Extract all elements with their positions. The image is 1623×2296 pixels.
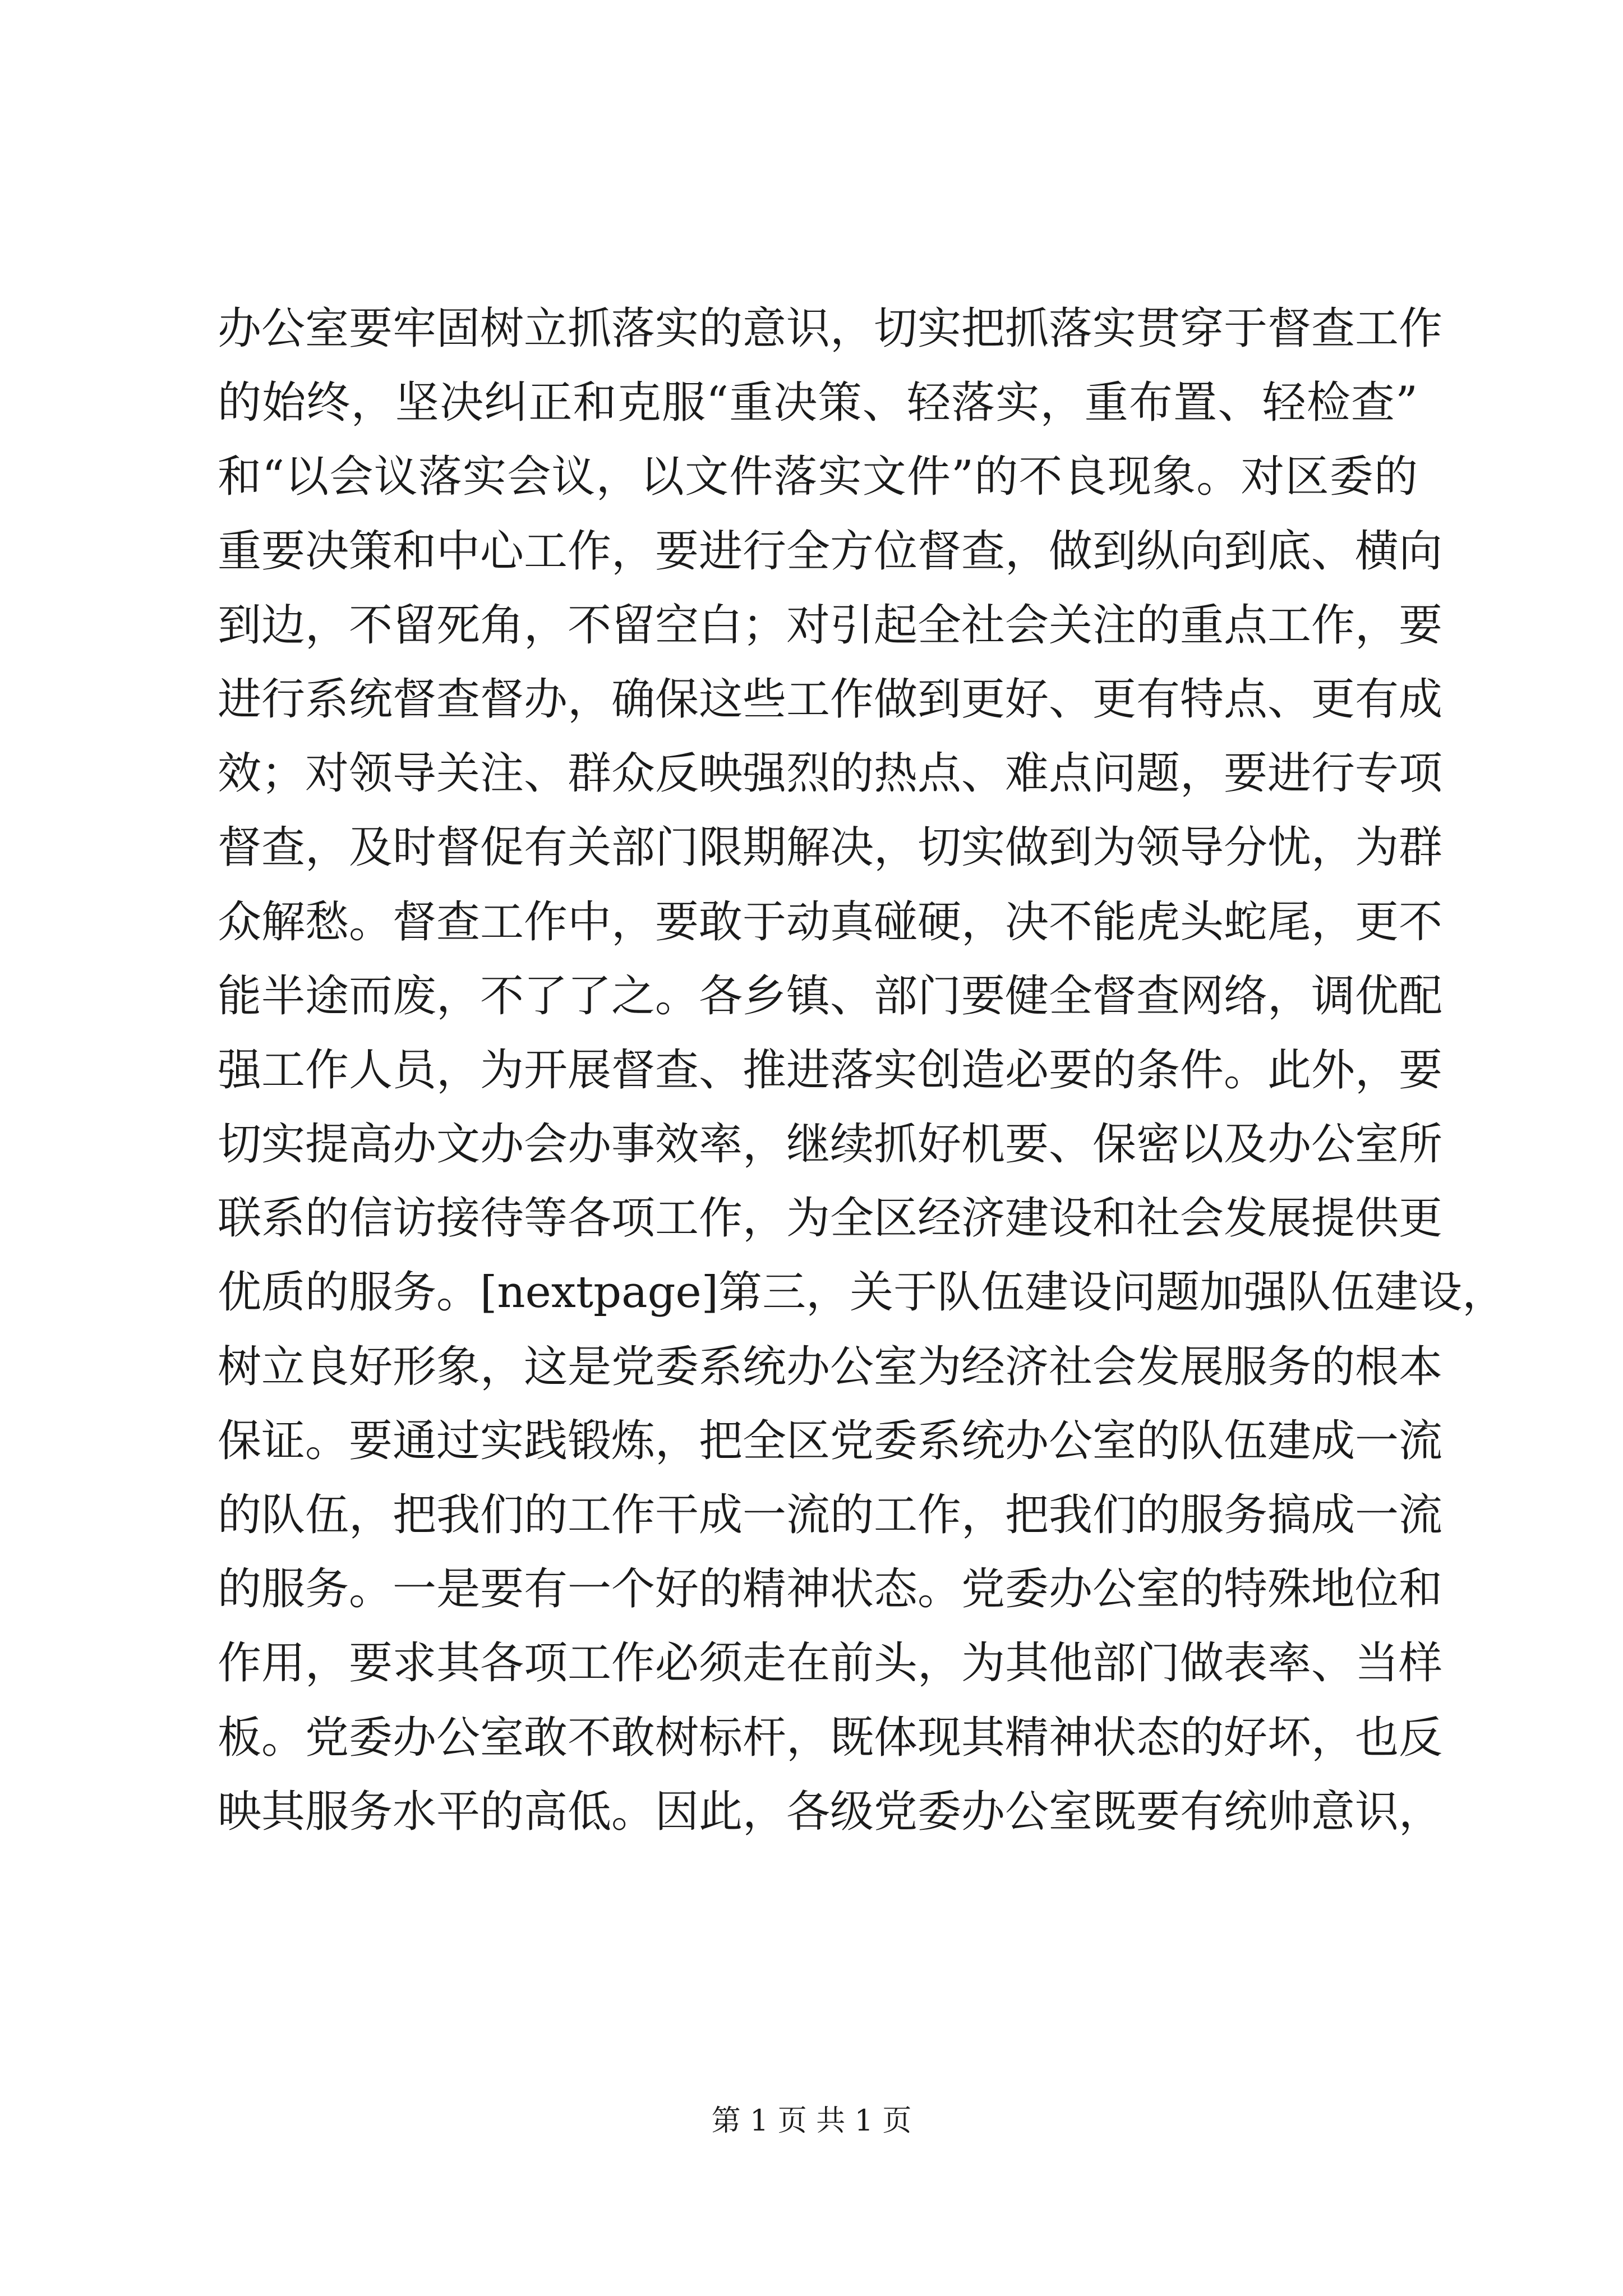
text-line: 到边，不留死角，不留空白；对引起全社会关注的重点工作，要 xyxy=(218,600,1443,651)
text-line: 映其服务水平的高低。因此，各级党委办公室既要有统帅意识， xyxy=(218,1786,1443,1837)
text-line: 树立良好形象，这是党委系统办公室为经济社会发展服务的根本 xyxy=(218,1341,1443,1392)
text-line: 办公室要牢固树立抓落实的意识，切实把抓落实贯穿于督查工作 xyxy=(218,303,1443,354)
text-line: 联系的信访接待等各项工作，为全区经济建设和社会发展提供更 xyxy=(218,1193,1443,1244)
text-line: 作用，要求其各项工作必须走在前头，为其他部门做表率、当样 xyxy=(218,1638,1443,1689)
text-line: 强工作人员，为开展督查、推进落实创造必要的条件。此外，要 xyxy=(218,1045,1443,1096)
text-line: 督查，及时督促有关部门限期解决，切实做到为领导分忧，为群 xyxy=(218,822,1443,873)
text-line: 板。党委办公室敢不敢树标杆，既体现其精神状态的好坏，也反 xyxy=(218,1712,1443,1763)
page-footer: 第 1 页 共 1 页 xyxy=(711,2104,912,2138)
text-line: 效；对领导关注、群众反映强烈的热点、难点问题，要进行专项 xyxy=(218,748,1443,799)
text-line: 进行系统督查督办，确保这些工作做到更好、更有特点、更有成 xyxy=(218,674,1443,725)
text-line: 的服务。一是要有一个好的精神状态。党委办公室的特殊地位和 xyxy=(218,1564,1443,1615)
text-line: 众解愁。督查工作中，要敢于动真碰硬，决不能虎头蛇尾，更不 xyxy=(218,896,1443,947)
text-line: 的队伍，把我们的工作干成一流的工作，把我们的服务搞成一流 xyxy=(218,1490,1443,1540)
text-line: 的始终，坚决纠正和克服“重决策、轻落实，重布置、轻检查” xyxy=(218,378,1418,429)
body-text xyxy=(218,292,1506,1849)
text-line: 能半途而废，不了了之。各乡镇、部门要健全督查网络，调优配 xyxy=(218,970,1443,1022)
text-line: 切实提高办文办会办事效率，继续抓好机要、保密以及办公室所 xyxy=(218,1119,1443,1170)
text-line: 重要决策和中心工作，要进行全方位督查，做到纵向到底、横向 xyxy=(218,526,1443,577)
text-line: 优质的服务。[nextpage]第三，关于队伍建设问题加强队伍建设， xyxy=(218,1267,1506,1318)
text-line: 保证。要通过实践锻炼，把全区党委系统办公室的队伍建成一流 xyxy=(218,1415,1443,1466)
text-line: 和“以会议落实会议，以文件落实文件”的不良现象。对区委的 xyxy=(218,452,1418,503)
